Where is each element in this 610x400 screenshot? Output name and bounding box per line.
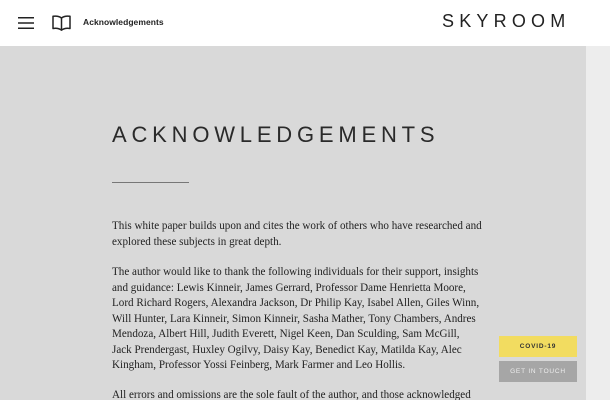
thanks-paragraph: The author would like to thank the following individuals for their support, insights and guidance: Lewis Kinneir, James Gerrard, Professor Dame Henrietta Moore, Lord Richard Rogers, Alexandra Jackson, Dr Philip Kay, Isabel Allen, Giles Winn, Will Hunter, Lara Kinneir, Simon Kinneir, Sasha Mather, Tony Chambers, Andres Mendoza, Albert Hill, Judith Everett, Nigel Keen, Dan Sculding, Sam McGill, Jack Prendergast, Huxley Ogilvy, Daisy Kay, Benedict Kay, Matilda Kay, Alec Kingham, Professor Yossi Feinberg, Mark Farmer and Leo Hollis. [112,266,480,371]
get-in-touch-button[interactable]: GET IN TOUCH [499,361,577,382]
skyroom-logo[interactable]: SKYROOM [442,11,571,31]
page-title: ACKNOWLEDGEMENTS [112,122,440,147]
open-book-icon[interactable] [52,14,71,32]
title-divider [112,182,189,183]
hamburger-menu-icon[interactable] [18,15,34,31]
current-section-title[interactable]: Acknowledgements [83,17,164,27]
top-bar [0,0,610,46]
page-scrollbar[interactable] [586,46,610,400]
covid-19-button[interactable]: COVID-19 [499,336,577,357]
errors-paragraph: All errors and omissions are the sole fault of the author, and those acknowledged [112,389,471,400]
intro-paragraph: This white paper builds upon and cites the work of others who have researched and explored these subjects in great depth. [112,220,482,248]
main-content [112,46,482,400]
